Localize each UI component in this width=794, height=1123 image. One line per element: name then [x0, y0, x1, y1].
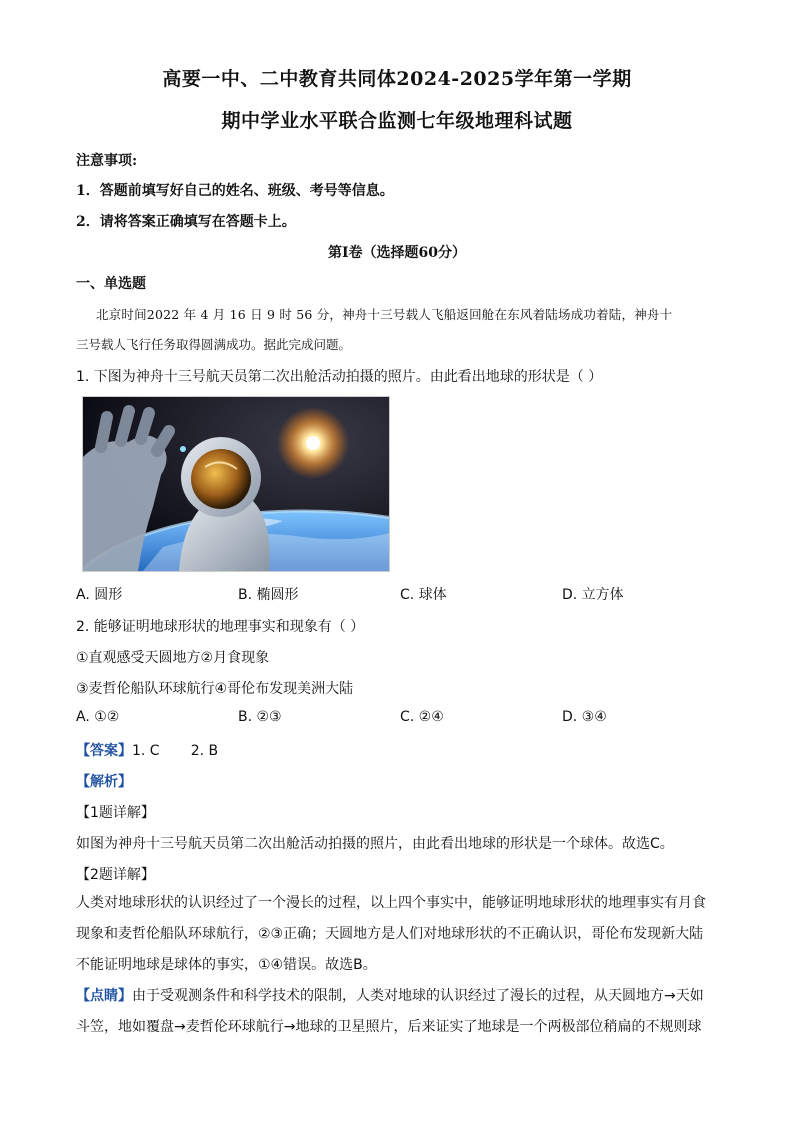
q1-option-d: D. 立方体 [562, 587, 624, 603]
detail-2-label: 【2题详解】 [76, 867, 155, 883]
astronaut-photo [82, 396, 390, 572]
q1-stem: 1. 下图为神舟十三号航天员第二次出舱活动拍摄的照片。由此看出地球的形状是（ ） [76, 369, 603, 385]
astronaut-earth-image [83, 397, 389, 571]
q2-option-b: B. ②③ [238, 709, 282, 725]
answer-text: 1. C 2. B [132, 743, 219, 759]
notes-item-1: 1．答题前填写好自己的姓名、班级、考号等信息。 [76, 183, 394, 199]
exam-title-line1: 高要一中、二中教育共同体2024-2025学年第一学期 [162, 68, 632, 90]
q1-option-b: B. 椭圆形 [238, 587, 299, 603]
q1-option-c: C. 球体 [400, 587, 447, 603]
passage-line-2: 三号载人飞行任务取得圆满成功。据此完成问题。 [76, 337, 352, 352]
exam-title-line2: 期中学业水平联合监测七年级地理科试题 [221, 110, 573, 132]
detail-1-text: 如图为神舟十三号航天员第二次出舱活动拍摄的照片，由此看出地球的形状是一个球体。故选C。 [76, 836, 674, 852]
section-heading: 一、单选题 [76, 276, 146, 292]
q2-option-a: A. ①② [76, 709, 120, 725]
notes-heading: 注意事项: [76, 153, 138, 169]
answer-label: 【答案】 [76, 743, 132, 759]
volume-heading: 第Ⅰ卷（选择题60分） [327, 245, 467, 261]
analysis-label: 【解析】 [76, 774, 132, 790]
q2-option-d: D. ③④ [562, 709, 607, 725]
tip-label: 【点睛】 [76, 988, 132, 1004]
q1-option-a: A. 圆形 [76, 587, 123, 603]
passage-line-1: 北京时间2022 年 4 月 16 日 9 时 56 分，神舟十三号载人飞船返回舱在东风着陆场成功着陆，神舟十 [96, 307, 673, 322]
tip-paragraph [76, 981, 716, 1043]
notes-item-2: 2．请将答案正确填写在答题卡上。 [76, 214, 296, 230]
detail-1-label: 【1题详解】 [76, 805, 155, 821]
q2-option-c: C. ②④ [400, 709, 444, 725]
detail-2-text: 人类对地球形状的认识经过了一个漫长的过程，以上四个事实中，能够证明地球形状的地理事实有月食现象和麦哲伦船队环球航行，②③正确；天圆地方是人们对地球形状的不正确认识，哥伦布发现新大陆不能证明地球是球体的事实，①④错误。故选B。 [76, 895, 706, 973]
q2-statements-1: ①直观感受天圆地方②月食现象 [76, 650, 270, 666]
q2-statements-2: ③麦哲伦船队环球航行④哥伦布发现美洲大陆 [76, 681, 354, 697]
answer-row [76, 740, 218, 760]
tip-text: 由于受观测条件和科学技术的限制，人类对地球的认识经过了漫长的过程，从天圆地方→天如斗笠，地如覆盘→麦哲伦环球航行→地球的卫星照片，后来证实了地球是一个两极部位稍扁的不规则球 [76, 988, 704, 1035]
q2-stem: 2. 能够证明地球形状的地理事实和现象有（ ） [76, 619, 365, 635]
